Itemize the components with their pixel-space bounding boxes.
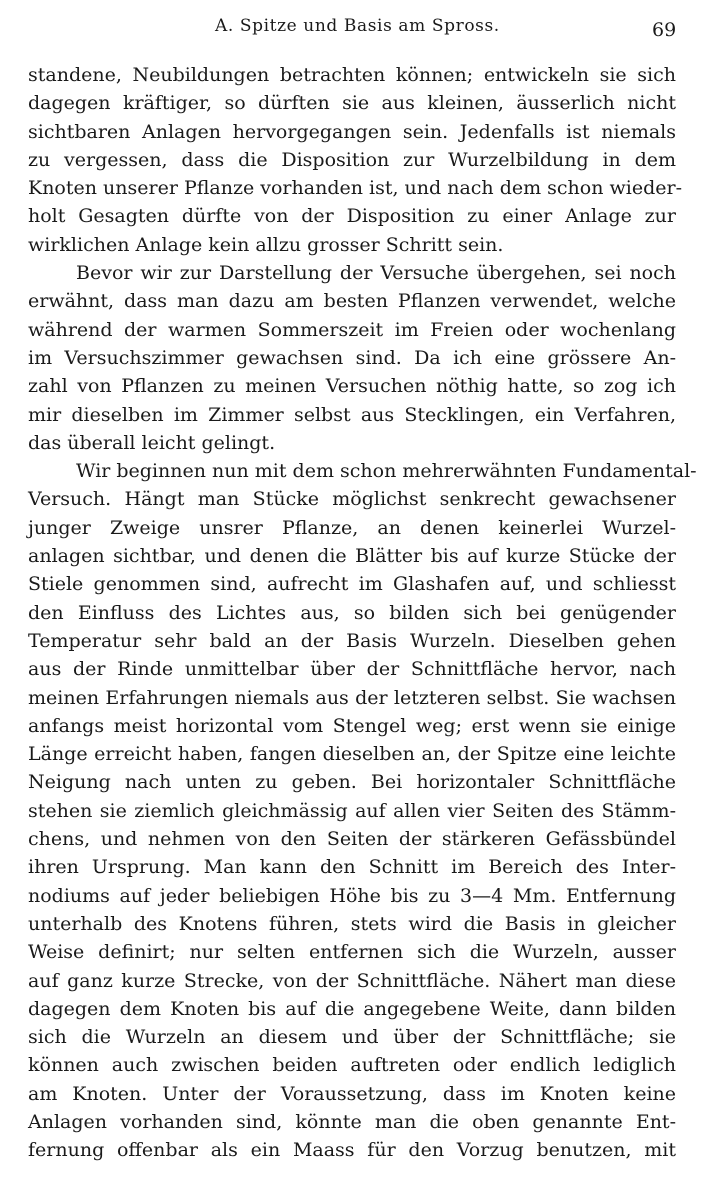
text-line: anlagen sichtbar, und denen die Blätter bis auf kurze Stücke der (28, 545, 676, 568)
text-line: meinen Erfahrungen niemals aus der letzteren selbst. Sie wachsen (28, 686, 676, 709)
text-line: sichtbaren Anlagen hervorgegangen sein. Jedenfalls ist niemals (28, 120, 676, 143)
text-line: dagegen kräftiger, so dürften sie aus kleinen, äusserlich nicht (28, 92, 676, 115)
text-line: mir dieselben im Zimmer selbst aus Stecklingen, ein Verfahren, (28, 403, 676, 426)
text-line: Weise definirt; nur selten entfernen sich die Wurzeln, ausser (28, 941, 676, 964)
text-line: sich die Wurzeln an diesem und über der Schnittfläche; sie (28, 1026, 676, 1049)
text-line: wirklichen Anlage kein allzu grosser Schritt sein. (28, 233, 504, 256)
text-line: Länge erreicht haben, fangen dieselben an, der Spitze eine leichte (28, 743, 676, 766)
text-line: können auch zwischen beiden auftreten oder endlich lediglich (28, 1054, 676, 1077)
text-line: Neigung nach unten zu geben. Bei horizontaler Schnittfläche (28, 771, 676, 794)
text-line: Bevor wir zur Darstellung der Versuche übergehen, sei noch (76, 262, 676, 285)
text-line: am Knoten. Unter der Voraussetzung, dass im Knoten keine (28, 1082, 676, 1105)
text-line: stehen sie ziemlich gleichmässig auf allen vier Seiten des Stämm- (28, 799, 676, 822)
text-line: zahl von Pflanzen zu meinen Versuchen nöthig hatte, so zog ich (28, 375, 676, 398)
text-line: Temperatur sehr bald an der Basis Wurzeln. Dieselben gehen (28, 629, 676, 652)
text-line: das überall leicht gelingt. (28, 431, 276, 454)
text-line: ihren Ursprung. Man kann den Schnitt im Bereich des Inter- (28, 856, 676, 879)
page-number: 69 (652, 19, 677, 41)
text-line: unterhalb des Knotens führen, stets wird die Basis in gleicher (28, 912, 676, 935)
text-line: holt Gesagten dürfte von der Disposition zu einer Anlage zur (28, 205, 676, 228)
text-line: Stiele genommen sind, aufrecht im Glashafen auf, und schliesst (28, 573, 676, 596)
running-title: A. Spitze und Basis am Spross. (215, 16, 500, 36)
text-line: fernung offenbar als ein Maass für den Vorzug benutzen, mit (28, 1139, 676, 1162)
text-line: zu vergessen, dass die Disposition zur Wurzelbildung in dem (28, 148, 676, 171)
text-line: standene, Neubildungen betrachten können; entwickeln sie sich (28, 64, 676, 86)
running-head (0, 12, 707, 44)
text-line: dagegen dem Knoten bis auf die angegebene Weite, dann bilden (28, 997, 676, 1020)
text-line: den Einfluss des Lichtes aus, so bilden sich bei genügender (28, 601, 676, 624)
text-line: Versuch. Hängt man Stücke möglichst senkrecht gewachsener (28, 488, 676, 511)
text-line: anfangs meist horizontal vom Stengel weg; erst wenn sie einige (28, 714, 676, 737)
text-line: junger Zweige unsrer Pflanze, an denen keinerlei Wurzel- (28, 516, 676, 539)
text-line: auf ganz kurze Strecke, von der Schnittfläche. Nähert man diese (28, 969, 676, 992)
text-line: Wir beginnen nun mit dem schon mehrerwähnten Fundamental- (76, 460, 697, 483)
body-text (28, 61, 697, 1165)
text-line: aus der Rinde unmittelbar über der Schnittfläche hervor, nach (28, 658, 676, 681)
text-line: im Versuchszimmer gewachsen sind. Da ich eine grössere An- (28, 346, 676, 369)
text-line: Anlagen vorhanden sind, könnte man die oben genannte Ent- (28, 1110, 676, 1133)
text-line: Knoten unserer Pflanze vorhanden ist, und nach dem schon wieder- (28, 177, 682, 200)
text-line: chens, und nehmen von den Seiten der stärkeren Gefässbündel (28, 828, 676, 851)
text-line: während der warmen Sommerszeit im Freien oder wochenlang (28, 318, 676, 341)
text-line: nodiums auf jeder beliebigen Höhe bis zu 3—4 Mm. Entfernung (28, 884, 676, 907)
text-line: erwähnt, dass man dazu am besten Pflanzen verwendet, welche (28, 290, 676, 313)
